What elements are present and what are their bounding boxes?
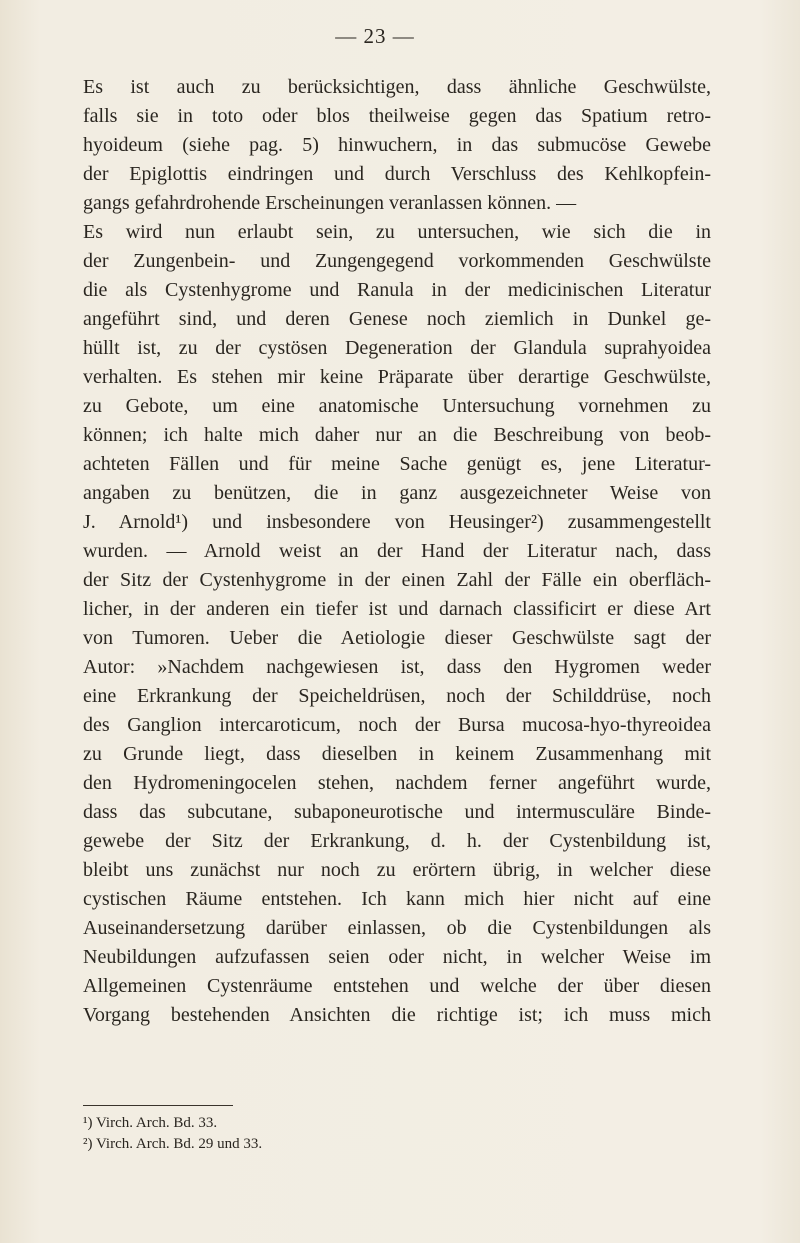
text-line: falls sie in toto oder blos theilweise gegen das Spatium retro-	[83, 105, 711, 127]
text-line: cystischen Räume entstehen. Ich kann mich hier nicht auf eine	[83, 888, 711, 910]
text-line: dass das subcutane, subaponeurotische und intermusculäre Binde-	[83, 801, 711, 823]
text-line: den Hydromeningocelen stehen, nachdem ferner angeführt wurde,	[83, 772, 711, 794]
text-line: Auseinandersetzung darüber einlassen, ob die Cystenbildungen als	[83, 917, 711, 939]
text-line: wurden. — Arnold weist an der Hand der Literatur nach, dass	[83, 540, 711, 562]
text-line: gangs gefahrdrohende Erscheinungen veranlassen können. —	[83, 192, 577, 214]
page-number: — 23 —	[335, 24, 415, 48]
text-line: hyoideum (siehe pag. 5) hinwuchern, in das submucöse Gewebe	[83, 134, 711, 156]
footnote-2: ²) Virch. Arch. Bd. 29 und 33.	[83, 1136, 263, 1152]
text-line: achteten Fällen und für meine Sache genügt es, jene Literatur-	[83, 453, 711, 475]
body-text	[83, 73, 711, 1030]
text-line: licher, in der anderen ein tiefer ist und darnach classificirt er diese Art	[83, 598, 711, 620]
footnote-divider	[83, 1105, 233, 1106]
text-line: Neubildungen aufzufassen seien oder nicht, in welcher Weise im	[83, 946, 711, 968]
text-line: der Epiglottis eindringen und durch Verschluss des Kehlkopfein-	[83, 163, 711, 185]
text-line: Es wird nun erlaubt sein, zu untersuchen, wie sich die in	[83, 221, 711, 243]
text-line: der Sitz der Cystenhygrome in der einen Zahl der Fälle ein oberfläch-	[83, 569, 711, 591]
text-line: können; ich halte mich daher nur an die Beschreibung von beob-	[83, 424, 711, 446]
text-line: eine Erkrankung der Speicheldrüsen, noch der Schilddrüse, noch	[83, 685, 711, 707]
text-line: Vorgang bestehenden Ansichten die richtige ist; ich muss mich	[83, 1004, 711, 1026]
text-line: angeführt sind, und deren Genese noch ziemlich in Dunkel ge-	[83, 308, 711, 330]
text-line: J. Arnold¹) und insbesondere von Heusinger²) zusammengestellt	[83, 511, 711, 533]
text-line: hüllt ist, zu der cystösen Degeneration der Glandula suprahyoidea	[83, 337, 711, 359]
text-line: die als Cystenhygrome und Ranula in der medicinischen Literatur	[83, 279, 711, 301]
text-line: Allgemeinen Cystenräume entstehen und welche der über diesen	[83, 975, 711, 997]
footnote-1: ¹) Virch. Arch. Bd. 33.	[83, 1115, 218, 1131]
text-line: bleibt uns zunächst nur noch zu erörtern übrig, in welcher diese	[83, 859, 711, 881]
footnotes	[83, 1113, 262, 1155]
text-line: zu Grunde liegt, dass dieselben in keinem Zusammenhang mit	[83, 743, 711, 765]
text-line: angaben zu benützen, die in ganz ausgezeichneter Weise von	[83, 482, 711, 504]
text-line: der Zungenbein- und Zungengegend vorkommenden Geschwülste	[83, 250, 711, 272]
text-line: des Ganglion intercaroticum, noch der Bursa mucosa-hyo-thyreoidea	[83, 714, 711, 736]
text-line: Autor: »Nachdem nachgewiesen ist, dass den Hygromen weder	[83, 656, 711, 678]
text-line: Es ist auch zu berücksichtigen, dass ähnliche Geschwülste,	[83, 76, 711, 98]
text-line: zu Gebote, um eine anatomische Untersuchung vornehmen zu	[83, 395, 711, 417]
text-line: verhalten. Es stehen mir keine Präparate über derartige Geschwülste,	[83, 366, 711, 388]
text-line: gewebe der Sitz der Erkrankung, d. h. der Cystenbildung ist,	[83, 830, 711, 852]
text-line: von Tumoren. Ueber die Aetiologie dieser Geschwülste sagt der	[83, 627, 711, 649]
